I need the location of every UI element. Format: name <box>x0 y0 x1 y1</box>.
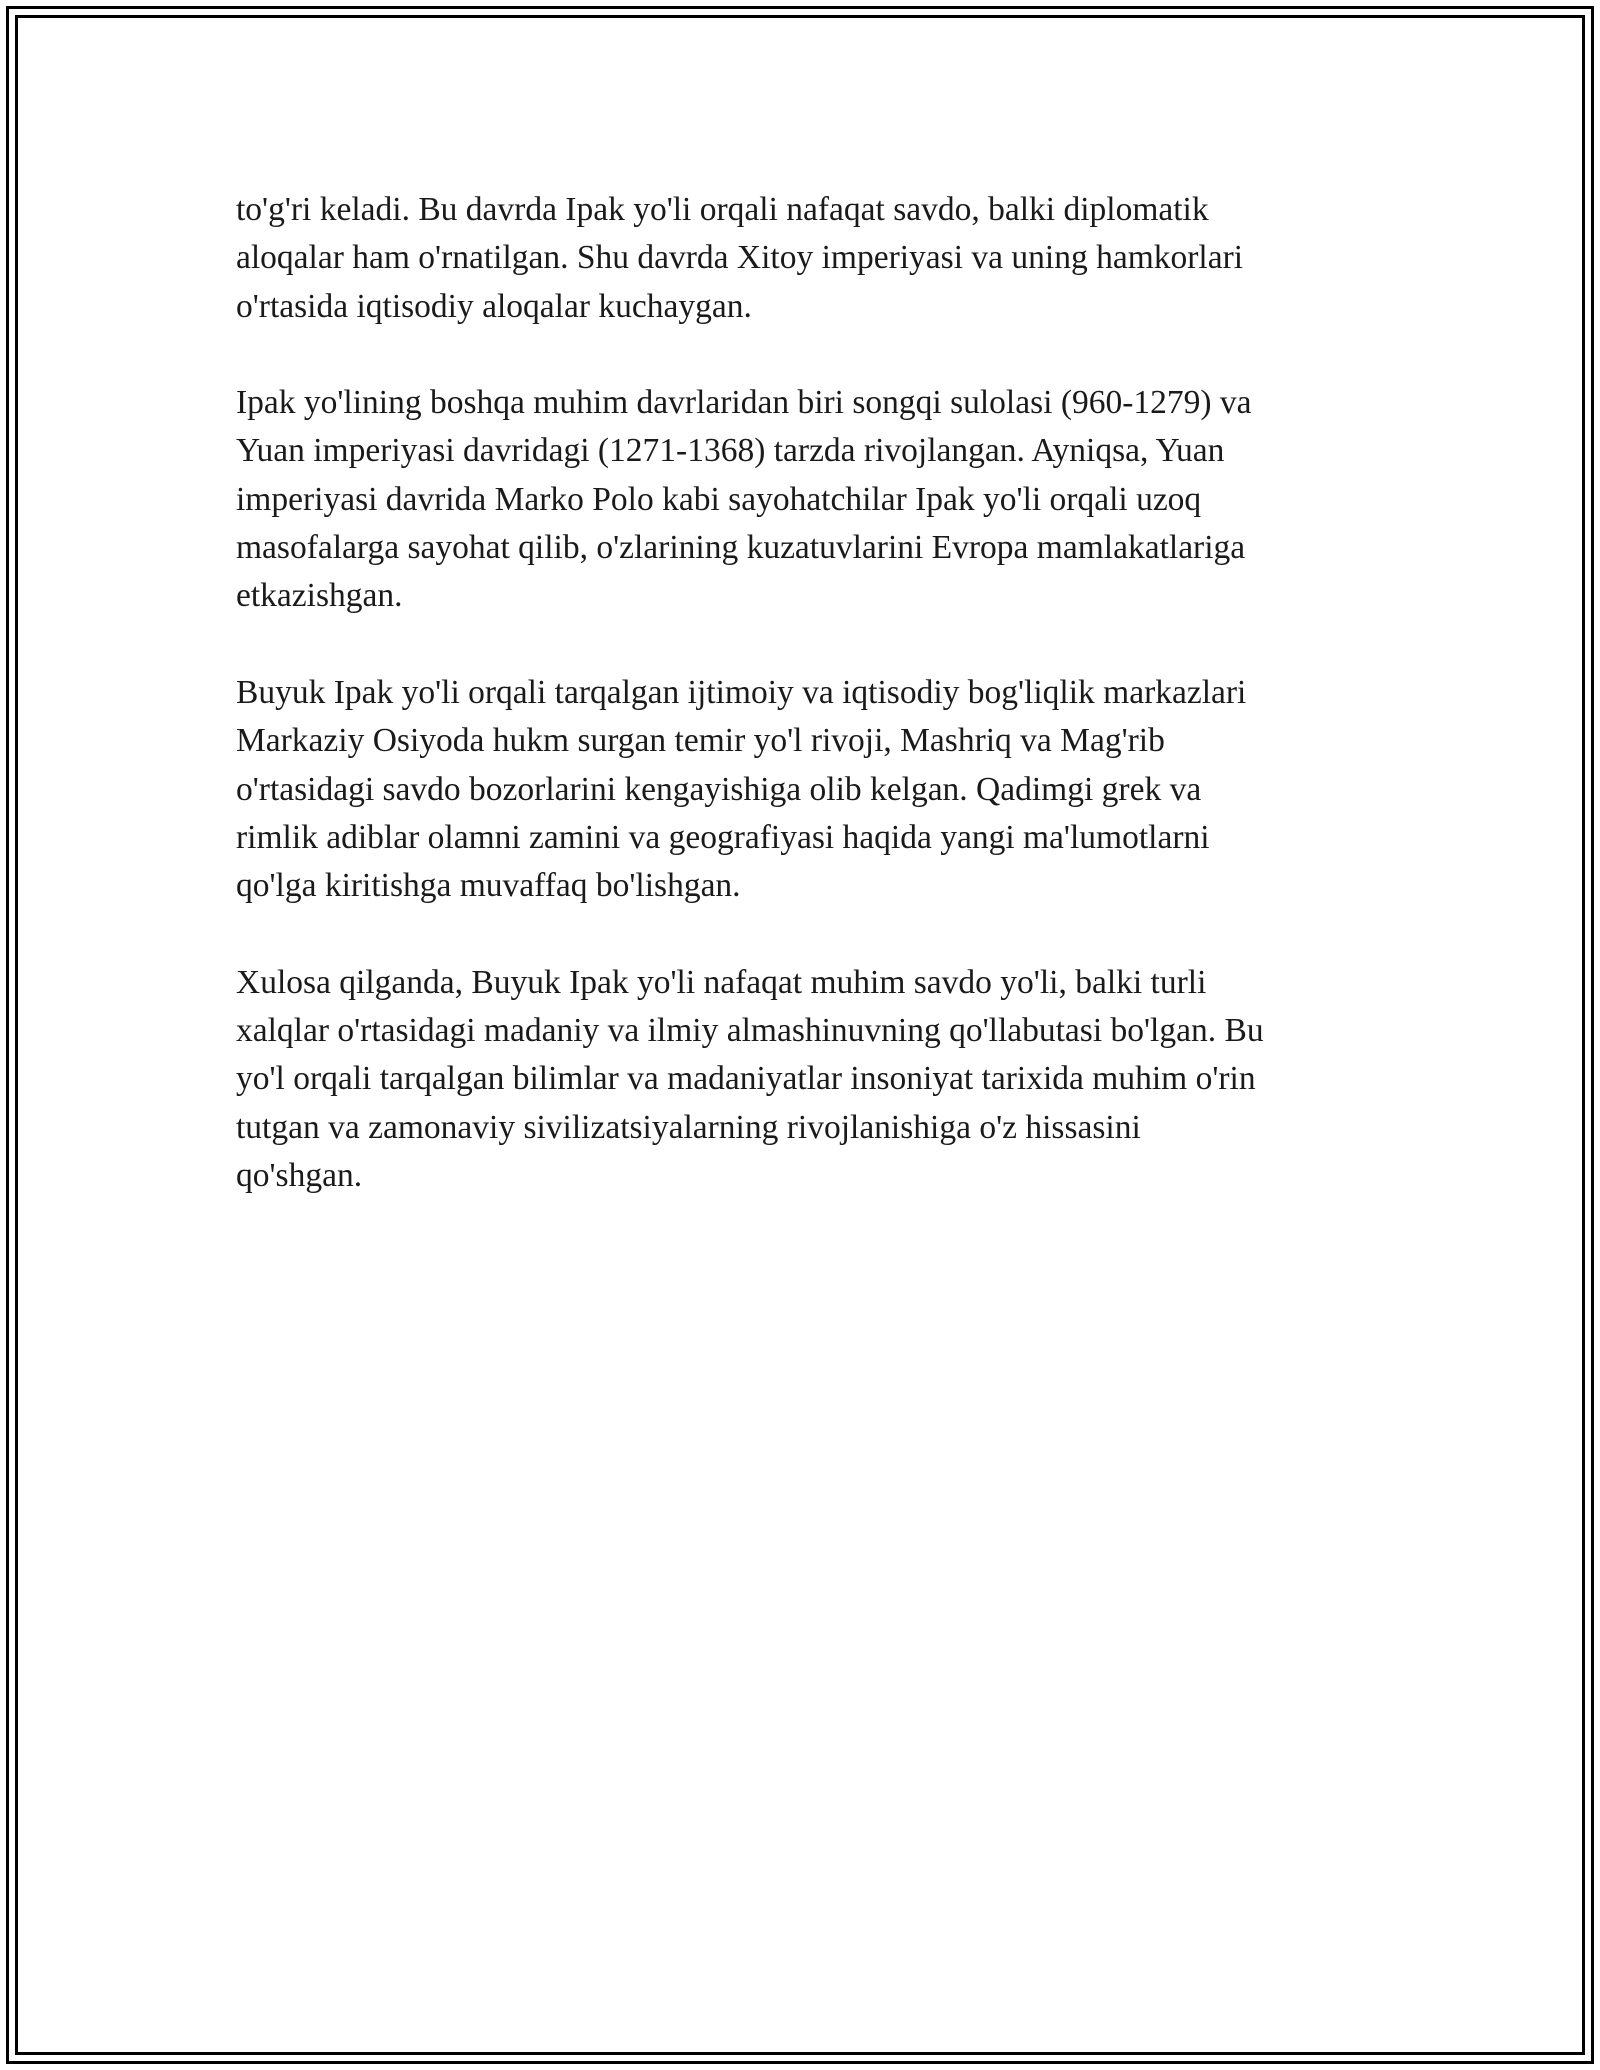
paragraph-4: Xulosa qilganda, Buyuk Ipak yo'li nafaqat muhim savdo yo'li, balki turli xalqlar o'rtasidagi madaniy va ilmiy almashinuvning qo'llabutasi bo'lgan. Bu yo'l orqali tarqalgan bilimlar va madaniyatlar insoniyat tarixida muhim o'rin tutgan va zamonaviy sivilizatsiyalarning rivojlanishiga o'z hissasini qo'shgan. <box>236 963 1264 1194</box>
paragraph-3: Buyuk Ipak yo'li orqali tarqalgan ijtimoiy va iqtisodiy bog'liqlik markazlari Markaziy Osiyoda hukm surgan temir yo'l rivoji, Mashriq va Mag'rib o'rtasidagi savdo bozorlarini kengayishiga olib kelgan. Qadimgi grek va rimlik adiblar olamni zamini va geografiyasi haqida yangi ma'lumotlarni qo'lga kiritishga muvaffaq bo'lishgan. <box>236 673 1247 905</box>
document-body <box>236 186 1376 1200</box>
paragraph-2: Ipak yo'lining boshqa muhim davrlaridan biri songqi sulolasi (960-1279) va Yuan imperiyasi davridagi (1271-1368) tarzda rivojlangan. Ayniqsa, Yuan imperiyasi davrida Marko Polo kabi sayohatchilar Ipak yo'li orqali uzoq masofalarga sayohat qilib, o'zlarining kuzatuvlarini Evropa mamlakatlariga etkazishgan. <box>236 384 1252 615</box>
paragraph-1: to'g'ri keladi. Bu davrda Ipak yo'li orqali nafaqat savdo, balki diplomatik aloqalar ham o'rnatilgan. Shu davrda Xitoy imperiyasi va uning hamkorlari o'rtasida iqtisodiy aloqalar kuchaygan. <box>236 191 1244 325</box>
